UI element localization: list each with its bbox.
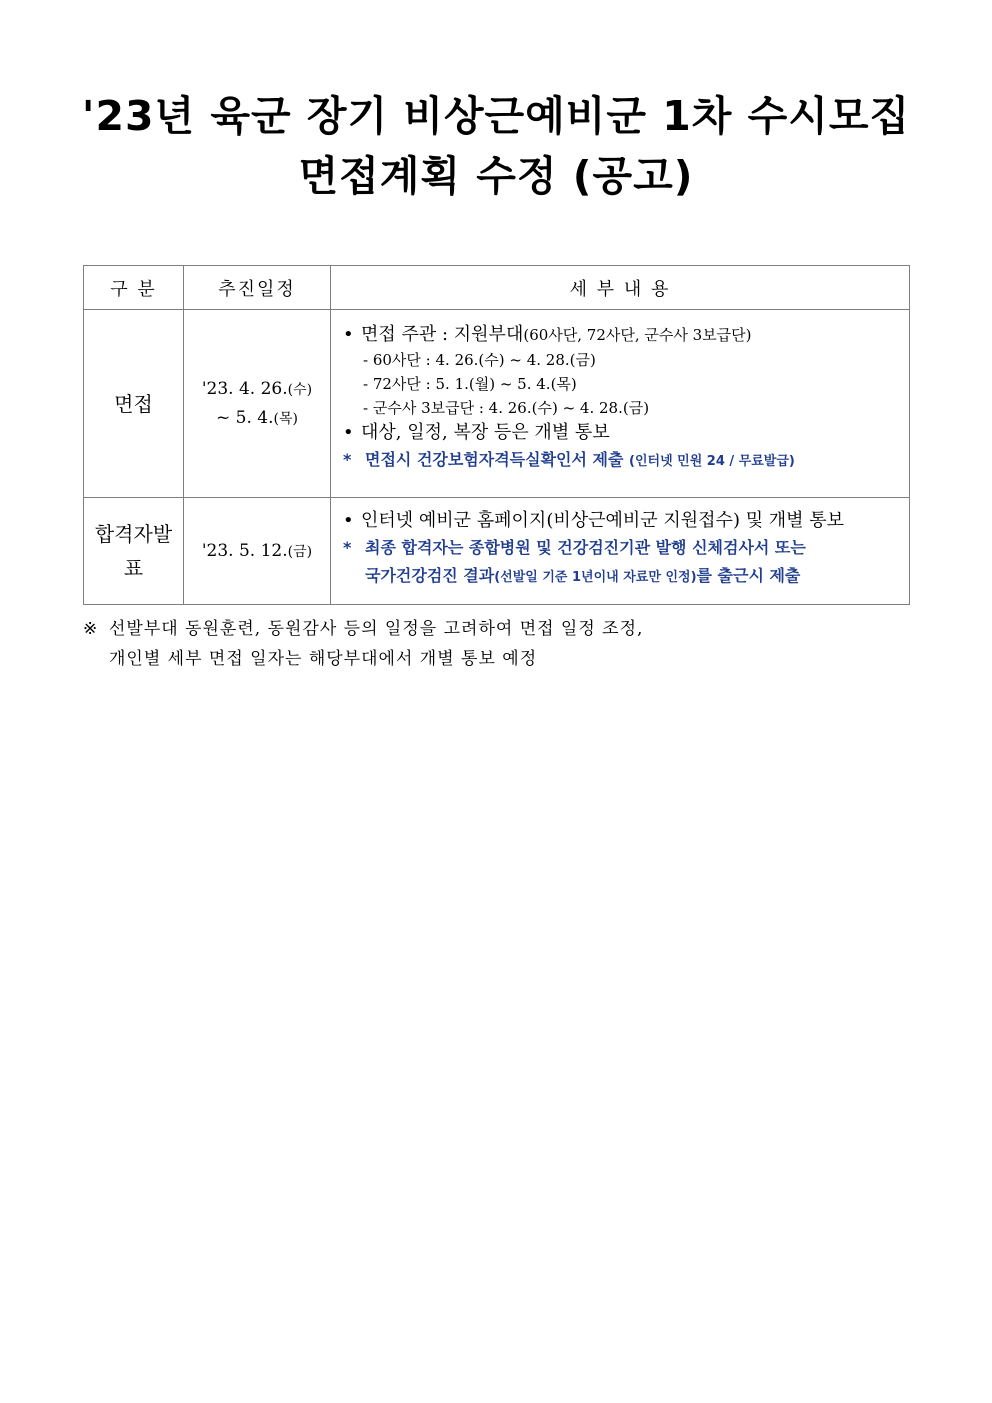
- announcement-note-text-2b: (선발일 기준 1년이내 자료만 인정): [494, 570, 697, 585]
- interview-date-line-1: [184, 375, 330, 404]
- interview-details: [331, 310, 910, 498]
- announcement-note: [343, 534, 901, 592]
- remark-note: [83, 614, 913, 674]
- announcement-category: [84, 498, 184, 605]
- interview-date-end-weekday: (목): [273, 410, 298, 427]
- interview-date-end: ~ 5. 4.: [216, 407, 274, 428]
- header-category: 구 분: [84, 266, 184, 310]
- interview-sub-item: - 60사단 : 4. 26.(수) ~ 4. 28.(금): [363, 351, 596, 369]
- schedule-table: [83, 265, 910, 605]
- announcement-date: [184, 498, 331, 605]
- reference-mark-icon: ※: [83, 619, 99, 639]
- header-details: 세 부 내 용: [331, 266, 910, 310]
- interview-bullet-host: [343, 322, 901, 348]
- table-header-row: [84, 266, 910, 310]
- interview-date-start: '23. 4. 26.: [201, 378, 288, 399]
- announcement-note-text-1: 최종 합격자는 종합병원 및 건강검진기관 발행 신체검사서 또는: [365, 538, 806, 557]
- interview-notice-text: 대상, 일정, 복장 등은 개별 통보: [361, 422, 610, 443]
- asterisk-icon: *: [343, 450, 352, 469]
- interview-note: [343, 446, 901, 476]
- table-row-announcement: [84, 498, 910, 605]
- interview-note-detail: (인터넷 민원 24 / 무료발급): [629, 454, 795, 469]
- interview-sub-item: - 군수사 3보급단 : 4. 26.(수) ~ 4. 28.(금): [363, 399, 650, 417]
- announcement-date-weekday: (금): [287, 543, 313, 560]
- interview-date-line-2: [184, 404, 330, 433]
- interview-host-text: 면접 주관 : 지원부대: [361, 324, 524, 345]
- announcement-note-line-2: [343, 562, 901, 592]
- interview-sub-item: - 72사단 : 5. 1.(월) ~ 5. 4.(목): [363, 375, 577, 393]
- document-title: [0, 86, 992, 206]
- header-schedule: 추진일정: [184, 266, 331, 310]
- interview-date-start-weekday: (수): [287, 381, 313, 398]
- interview-date: [184, 310, 331, 498]
- announcement-category-line-2: 표: [123, 556, 144, 580]
- remark-line-1: [83, 614, 913, 644]
- announcement-bullet-text: 인터넷 예비군 홈페이지(비상근예비군 지원접수) 및 개별 통보: [361, 510, 845, 531]
- table-row-interview: [84, 310, 910, 498]
- announcement-bullet: [343, 508, 901, 534]
- title-line-1: '23년 육군 장기 비상근예비군 1차 수시모집: [81, 92, 911, 140]
- announcement-date-value: '23. 5. 12.: [201, 540, 288, 561]
- interview-note-text: 면접시 건강보험자격득실확인서 제출: [365, 450, 624, 469]
- announcement-details: [331, 498, 910, 605]
- interview-host-units: (60사단, 72사단, 군수사 3보급단): [523, 326, 752, 344]
- bullet-icon: •: [343, 510, 354, 531]
- interview-category: 면접: [84, 310, 184, 498]
- remark-text-1: 선발부대 동원훈련, 동원감사 등의 일정을 고려하여 면접 일정 조정,: [109, 619, 644, 639]
- asterisk-icon: *: [343, 538, 352, 557]
- bullet-icon: •: [343, 422, 354, 443]
- title-line-2: 면접계획 수정 (공고): [298, 152, 694, 200]
- announcement-note-line-1: [343, 534, 901, 562]
- remark-line-2: 개인별 세부 면접 일자는 해당부대에서 개별 통보 예정: [109, 649, 538, 669]
- announcement-note-text-2c: 를 출근시 제출: [696, 566, 801, 585]
- interview-bullet-notice: [343, 420, 901, 446]
- bullet-icon: •: [343, 324, 354, 345]
- announcement-note-text-2a: 국가건강검진 결과: [365, 566, 495, 585]
- announcement-category-line-1: 합격자발: [94, 522, 173, 546]
